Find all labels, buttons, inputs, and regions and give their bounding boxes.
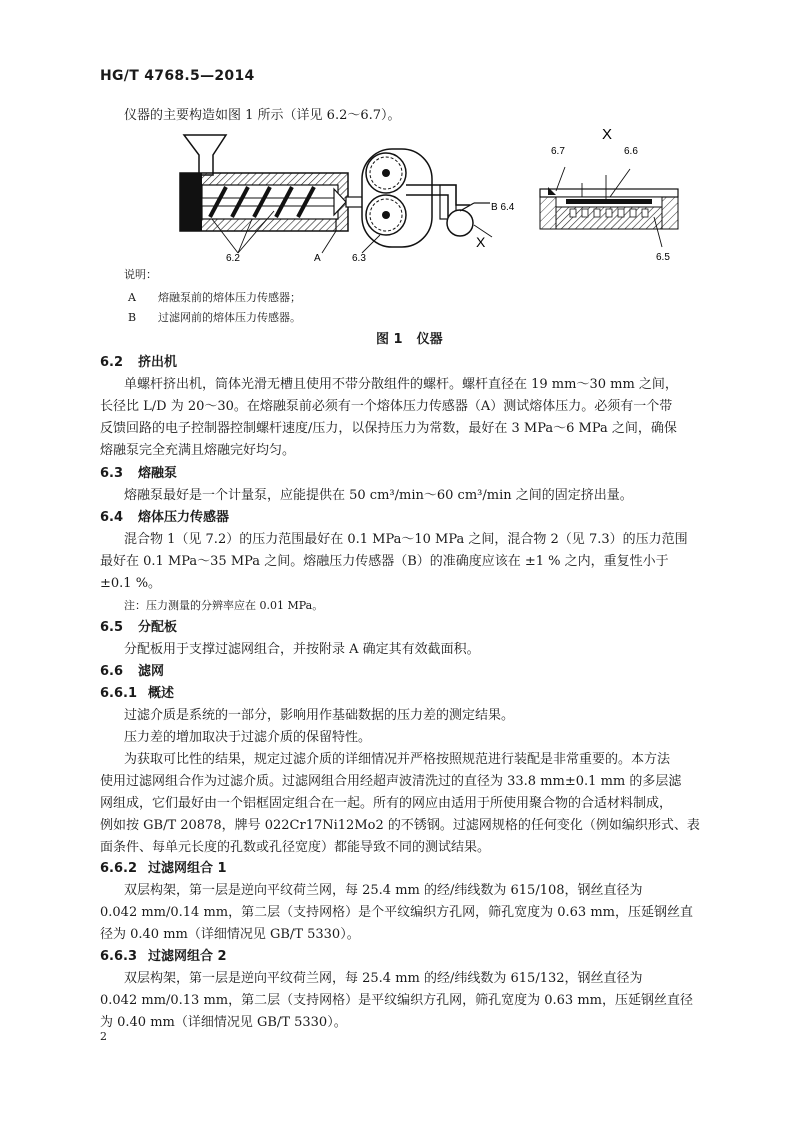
heading-number: 6.2 [100, 355, 124, 370]
heading-number: 6.4 [100, 510, 124, 525]
label-x-detail: X [602, 126, 613, 143]
heading-6-4 [100, 507, 229, 528]
heading-number: 6.6.3 [100, 949, 138, 964]
paragraph-line: 双层构架，第一层是逆向平纹荷兰网，每 25.4 mm 的经/纬线数为 615/132，钢丝直径为 [124, 971, 643, 986]
heading-6-6-2 [100, 858, 227, 879]
paragraph-line: 为获取可比性的结果，规定过滤介质的详细情况并严格按照规范进行装配是非常重要的。本方法 [124, 752, 671, 767]
paragraph-line: 反馈回路的电子控制器控制螺杆速度/压力，以保持压力为常数，最好在 3 MPa～6 MPa 之间，确保 [100, 421, 677, 436]
paragraph-line: 混合物 1（见 7.2）的压力范围最好在 0.1 MPa～10 MPa 之间，混合物 2（见 7.3）的压力范围 [124, 532, 688, 547]
legend-key-b: B [128, 311, 137, 324]
paragraph-line: ±0.1 %。 [100, 576, 162, 591]
paragraph-line: 例如按 GB/T 20878，牌号 022Cr17Ni12Mo2 的不锈钢。过滤网规格的任何变化（例如编织形式、表 [100, 818, 700, 833]
heading-title: 滤网 [138, 664, 165, 679]
paragraph-line: 0.042 mm/0.13 mm，第二层（支持网格）是平纹编织方孔网，筛孔宽度为 0.63 mm，压延钢丝直径 [100, 993, 693, 1008]
heading-title: 挤出机 [138, 355, 178, 370]
paragraph-line: 熔融泵完全充满且熔融完好均匀。 [100, 443, 296, 458]
heading-title: 熔体压力传感器 [138, 510, 230, 525]
figure-caption [376, 328, 443, 347]
heading-6-6-1 [100, 683, 174, 704]
heading-title: 熔融泵 [138, 466, 178, 481]
intro-paragraph: 仪器的主要构造如图 1 所示（详见 6.2～6.7）。 [124, 108, 401, 123]
paragraph-line: 径为 0.40 mm（详细情况见 GB/T 5330）。 [100, 927, 360, 942]
paragraph-line: 双层构架，第一层是逆向平纹荷兰网，每 25.4 mm 的经/纬线数为 615/108，钢丝直径为 [124, 883, 643, 898]
heading-number: 6.3 [100, 466, 124, 481]
heading-title: 概述 [148, 686, 175, 701]
label-6-3: 6.3 [352, 253, 366, 264]
label-6-5: 6.5 [656, 252, 670, 263]
paragraph-line: 为 0.40 mm（详细情况见 GB/T 5330）。 [100, 1015, 347, 1030]
heading-number: 6.6.2 [100, 861, 138, 876]
paragraph-line: 长径比 L/D 为 20～30。在熔融泵前必须有一个熔体压力传感器（A）测试熔体压力。必须有一个带 [100, 399, 673, 414]
page-number: 2 [100, 1030, 107, 1043]
heading-6-6 [100, 661, 164, 682]
paragraph-line: 0.042 mm/0.14 mm，第二层（支持网格）是个平纹编织方孔网，筛孔宽度为 0.63 mm，压延钢丝直 [100, 905, 693, 920]
legend-key-a: A [128, 291, 136, 304]
paragraph-line: 熔融泵最好是一个计量泵，应能提供在 50 cm³/min～60 cm³/min 之间的固定挤出量。 [124, 488, 633, 503]
heading-6-6-3 [100, 946, 227, 967]
heading-title: 分配板 [138, 620, 178, 635]
label-6-2: 6.2 [226, 253, 240, 264]
paragraph-line: 过滤介质是系统的一部分，影响用作基础数据的压力差的测定结果。 [124, 708, 515, 723]
figure-caption-number: 图 1 [376, 332, 403, 347]
heading-6-3 [100, 463, 177, 484]
paragraph-line: 网组成，它们最好由一个铝框固定组合在一起。所有的网应由适用于所使用聚合物的合适材料制成， [100, 796, 673, 811]
figure-caption-text: 仪器 [416, 332, 443, 347]
note-pressure-resolution: 注：压力测量的分辨率应在 0.01 MPa。 [124, 599, 324, 612]
heading-6-5 [100, 617, 177, 638]
paragraph-line: 单螺杆挤出机，筒体光滑无槽且使用不带分散组件的螺杆。螺杆直径在 19 mm～30 mm 之间， [124, 377, 678, 392]
legend-text-b: 过滤网前的熔体压力传感器。 [158, 311, 301, 324]
standard-number: HG/T 4768.5—2014 [100, 68, 255, 84]
heading-title: 过滤网组合 1 [148, 861, 227, 876]
label-6-7: 6.7 [551, 146, 565, 157]
heading-number: 6.6.1 [100, 686, 138, 701]
heading-title: 过滤网组合 2 [148, 949, 227, 964]
label-b-6-4: B 6.4 [491, 202, 515, 213]
detail-x-drawing [540, 167, 678, 247]
heading-number: 6.5 [100, 620, 124, 635]
paragraph-line: 分配板用于支撑过滤网组合，并按附录 A 确定其有效截面积。 [124, 642, 480, 657]
heading-6-2 [100, 352, 177, 373]
heading-number: 6.6 [100, 664, 124, 679]
paragraph-line: 面条件、每单元长度的孔数或孔径宽度）都能导致不同的测试结果。 [100, 840, 491, 855]
label-6-6: 6.6 [624, 146, 638, 157]
paragraph-line: 压力差的增加取决于过滤介质的保留特性。 [124, 730, 372, 745]
legend-text-a: 熔融泵前的熔体压力传感器； [158, 291, 301, 304]
legend-title: 说明： [124, 268, 157, 281]
label-x-arrow: X [476, 234, 486, 250]
melt-pump-drawing [362, 149, 490, 247]
extruder-drawing [180, 135, 366, 231]
paragraph-line: 最好在 0.1 MPa～35 MPa 之间。熔融压力传感器（B）的准确度应该在 ±1 % 之内，重复性小于 [100, 554, 669, 569]
label-a: A [314, 253, 321, 264]
paragraph-line: 使用过滤网组合作为过滤介质。过滤网组合用经超声波清洗过的直径为 33.8 mm±0.1 mm 的多层滤 [100, 774, 682, 789]
